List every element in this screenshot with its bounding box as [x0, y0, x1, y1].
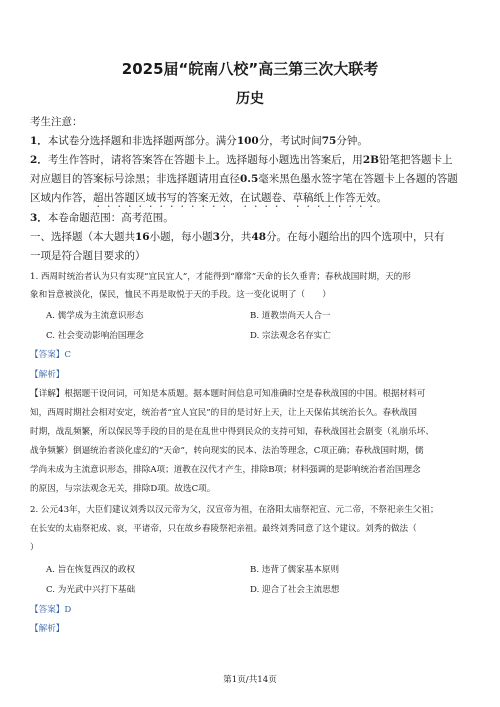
notice-item-2-text-c: 铅笔把答题卡上 — [379, 154, 453, 166]
notice-heading: 考生注意： — [30, 116, 83, 128]
section-text-c: 小题，每小题 — [149, 231, 213, 243]
question-2-analysis-label: 【解析】 — [30, 624, 65, 634]
question-1-detail-line-6: 的原因，与宗法观念无关，排除D项。故选C项。 — [30, 484, 216, 494]
notice-item-2-line-3-e: 。 — [376, 192, 387, 204]
notice-exam-minutes: 75 — [321, 135, 337, 147]
notice-item-1-number: 1． — [30, 135, 48, 147]
notice-item-3-number: 3． — [30, 212, 48, 224]
question-2-answer: 【答案】D — [30, 605, 72, 615]
question-1-detail-line-5: 学尚未成为主流意识形态，排除A项；道教在汉代才产生，排除B项；材料强调的是影响统治者治国理念 — [30, 465, 421, 475]
section-points-each: 3 — [212, 231, 220, 243]
question-1-detail-line-4: 战争频繁）倒逼统治者淡化虚幻的“天命”，转向现实的民本、法治等理念，C项正确；春秋战国时期，儒 — [30, 446, 424, 456]
notice-emphasis-1: 超出答题区域书写的答案无效 — [93, 192, 230, 204]
section-question-count: 16 — [135, 231, 150, 243]
section-text-a: 一、选择题（本大题共 — [30, 231, 135, 243]
notice-item-2-line-2-c: 毫米黑色墨水签字笔在答题卡上各题的答题 — [258, 173, 458, 185]
question-1-analysis-label: 【解析】 — [30, 370, 65, 380]
question-2-option-a: A. 旨在恢复西汉的政权 — [46, 565, 136, 575]
notice-item-2-line-2 — [30, 172, 458, 186]
notice-emphasis-2: 在试题卷、草稿纸上作答无效 — [240, 192, 377, 204]
notice-item-2-line-1 — [30, 153, 453, 167]
notice-item-3-text: 本卷命题范围：高考范围。 — [47, 212, 174, 224]
question-1-detail-line-2: 知，西周时期社会相对安定，统治者“宜人宜民”的目的是讨好上天，让上天保佑其统治长久。春秋战国 — [30, 408, 417, 418]
notice-full-score: 100 — [236, 135, 259, 147]
question-2-option-c: C. 为光武中兴打下基础 — [46, 585, 136, 595]
notice-pencil-grade: 2B — [362, 154, 379, 166]
question-1-option-c: C. 社会变动影响治国理念 — [46, 331, 144, 341]
notice-item-2-line-2-a: 对应题目的答案标号涂黑；非选择题请用直径 — [30, 173, 240, 185]
question-1-option-a: A. 儒学成为主流意识形态 — [46, 311, 144, 321]
section-text-e: 分，共 — [219, 231, 252, 243]
notice-item-2-number: 2． — [30, 154, 48, 166]
question-1-detail-line-1: 【详解】根据题干设问词，可知是本质题。据本题时间信息可知准确时空是春秋战国的中国。根据材料可 — [30, 389, 426, 399]
question-1-stem-line-1: 1. 西周时统治者认为只有实现“宜民宜人”，才能得到“靡常”天命的长久垂青；春秋战国时期，天的形 — [30, 272, 411, 282]
notice-item-1-text-e: 分钟。 — [336, 135, 368, 147]
notice-pen-diameter: 0.5 — [240, 173, 259, 185]
notice-item-1-text-a: 本试卷分选择题和非选择题两部分。满分 — [47, 135, 237, 147]
notice-item-2-text-a: 考生作答时，请将答案答在答题卡上。选择题每小题选出答案后，用 — [47, 154, 363, 166]
notice-item-3 — [30, 211, 174, 225]
question-2-option-d: D. 迎合了社会主流思想 — [250, 585, 340, 595]
question-1-option-b: B. 道教崇尚天人合一 — [250, 311, 331, 321]
question-2-stem-line-1: 2. 公元43年，大臣们建议刘秀以汉元帝为父，汉宣帝为祖，在洛阳太庙祭祀宣、元二帝，不祭祀亲生父祖； — [30, 505, 439, 515]
notice-item-2-line-3 — [30, 191, 387, 210]
section-text-g: 分。在每小题给出的四个选项中，只有 — [266, 231, 445, 243]
exam-title: 2025届“皖南八校”高三第三次大联考 — [121, 60, 379, 78]
question-1-detail-line-3: 时期，战乱频繁，所以保民等手段的目的是在乱世中得到民众的支持可知，春秋战国社会剧变（礼崩乐坏、 — [30, 427, 434, 437]
notice-item-1-text-c: 分，考试时间 — [258, 135, 322, 147]
question-1-answer: 【答案】C — [30, 350, 71, 360]
question-2-option-b: B. 违背了儒家基本原则 — [250, 565, 340, 575]
section-heading-line-1 — [30, 230, 445, 244]
question-2-stem-line-2: 在长安的太庙祭祀成、哀，平诸帝，只在故乡舂陵祭祀亲祖。最终刘秀同意了这个建议。刘秀的做法（ — [30, 524, 417, 534]
question-1-option-d: D. 宗法观念名存实亡 — [250, 331, 331, 341]
question-1-stem-line-2: 象和旨意被淡化，保民，恤民不再是取悦于天的手段。这一变化说明了（ ） — [30, 290, 331, 300]
notice-item-2-line-3-a: 区域内作答， — [30, 192, 93, 204]
subject-title: 历史 — [236, 91, 264, 107]
notice-item-2-line-3-c: ， — [229, 192, 240, 204]
section-total-points: 48 — [251, 231, 267, 243]
notice-item-1 — [30, 134, 368, 148]
question-2-stem-line-3: ） — [30, 543, 39, 553]
section-heading-line-2: 一项是符合题目要求的） — [30, 250, 146, 262]
page-footer: 第1页/共14页 — [223, 675, 277, 685]
